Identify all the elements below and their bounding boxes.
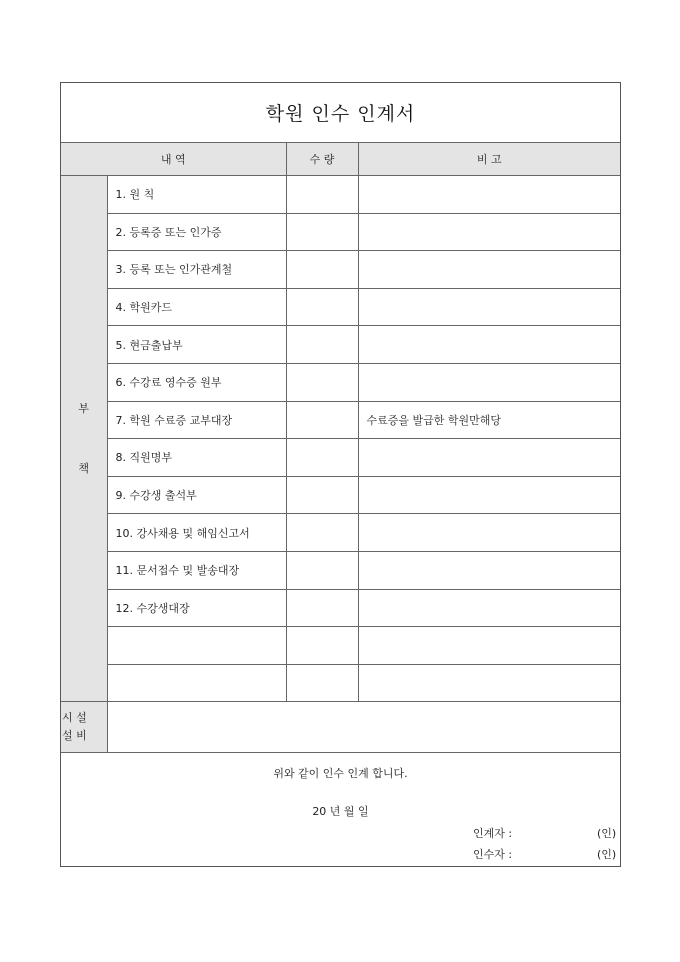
facilities-label — [61, 702, 107, 753]
item-label: 10. 강사채용 및 해임신고서 — [107, 514, 286, 552]
item-label: 8. 직원명부 — [107, 439, 286, 477]
header-detail: 내 역 — [61, 143, 286, 176]
item-remark[interactable]: 수료증을 발급한 학원만해당 — [358, 401, 620, 439]
signature-block — [61, 755, 620, 866]
table-row — [61, 213, 620, 251]
table-row — [61, 476, 620, 514]
facilities-label-line1: 시 설 — [62, 711, 87, 725]
table-row — [61, 176, 620, 214]
item-quantity[interactable] — [286, 251, 358, 289]
handover-seal: (인) — [597, 827, 617, 840]
table-row — [61, 326, 620, 364]
item-quantity[interactable] — [286, 476, 358, 514]
table-row — [61, 439, 620, 477]
item-quantity[interactable] — [286, 514, 358, 552]
item-label: 5. 현금출납부 — [107, 326, 286, 364]
item-quantity[interactable] — [286, 627, 358, 665]
table-row — [61, 514, 620, 552]
item-quantity[interactable] — [286, 288, 358, 326]
item-remark[interactable] — [358, 664, 620, 702]
item-label: 1. 원 칙 — [107, 176, 286, 214]
table-row — [61, 251, 620, 289]
item-remark[interactable] — [358, 439, 620, 477]
item-quantity[interactable] — [286, 401, 358, 439]
table-row — [61, 589, 620, 627]
header-quantity: 수 량 — [286, 143, 358, 176]
section-label — [61, 176, 107, 702]
section-label-top: 부 — [78, 401, 90, 415]
date-line[interactable]: 20 년 월 일 — [312, 805, 369, 818]
receiver-seal: (인) — [597, 848, 617, 861]
item-quantity[interactable] — [286, 326, 358, 364]
item-label: 4. 학원카드 — [107, 288, 286, 326]
document-title: 학원 인수 인계서 — [61, 83, 620, 143]
item-remark[interactable] — [358, 589, 620, 627]
item-label: 9. 수강생 출석부 — [107, 476, 286, 514]
item-label — [107, 627, 286, 665]
table-row — [61, 551, 620, 589]
receiver-label: 인수자 : — [473, 848, 513, 861]
item-remark[interactable] — [358, 326, 620, 364]
section-label-bottom: 책 — [78, 461, 90, 475]
handover-table — [61, 83, 620, 753]
item-remark[interactable] — [358, 514, 620, 552]
header-remark: 비 고 — [358, 143, 620, 176]
item-remark[interactable] — [358, 288, 620, 326]
table-row — [61, 401, 620, 439]
handover-form — [60, 82, 621, 867]
facilities-value[interactable] — [107, 702, 620, 753]
item-remark[interactable] — [358, 176, 620, 214]
item-quantity[interactable] — [286, 176, 358, 214]
item-remark[interactable] — [358, 551, 620, 589]
item-label — [107, 664, 286, 702]
item-quantity[interactable] — [286, 551, 358, 589]
item-label: 12. 수강생대장 — [107, 589, 286, 627]
item-remark[interactable] — [358, 363, 620, 401]
item-label: 3. 등록 또는 인가관계철 — [107, 251, 286, 289]
item-label: 7. 학원 수료증 교부대장 — [107, 401, 286, 439]
table-row — [61, 627, 620, 665]
item-remark[interactable] — [358, 213, 620, 251]
table-row — [61, 288, 620, 326]
item-quantity[interactable] — [286, 589, 358, 627]
statement: 위와 같이 인수 인계 합니다. — [273, 767, 408, 780]
item-quantity[interactable] — [286, 664, 358, 702]
item-quantity[interactable] — [286, 363, 358, 401]
item-label: 6. 수강료 영수증 원부 — [107, 363, 286, 401]
item-remark[interactable] — [358, 476, 620, 514]
handover-label: 인계자 : — [473, 827, 513, 840]
item-quantity[interactable] — [286, 439, 358, 477]
facilities-label-line2: 설 비 — [62, 729, 87, 743]
table-row — [61, 664, 620, 702]
item-quantity[interactable] — [286, 213, 358, 251]
table-row — [61, 363, 620, 401]
item-label: 2. 등록증 또는 인가증 — [107, 213, 286, 251]
item-label: 11. 문서접수 및 발송대장 — [107, 551, 286, 589]
item-remark[interactable] — [358, 627, 620, 665]
item-remark[interactable] — [358, 251, 620, 289]
